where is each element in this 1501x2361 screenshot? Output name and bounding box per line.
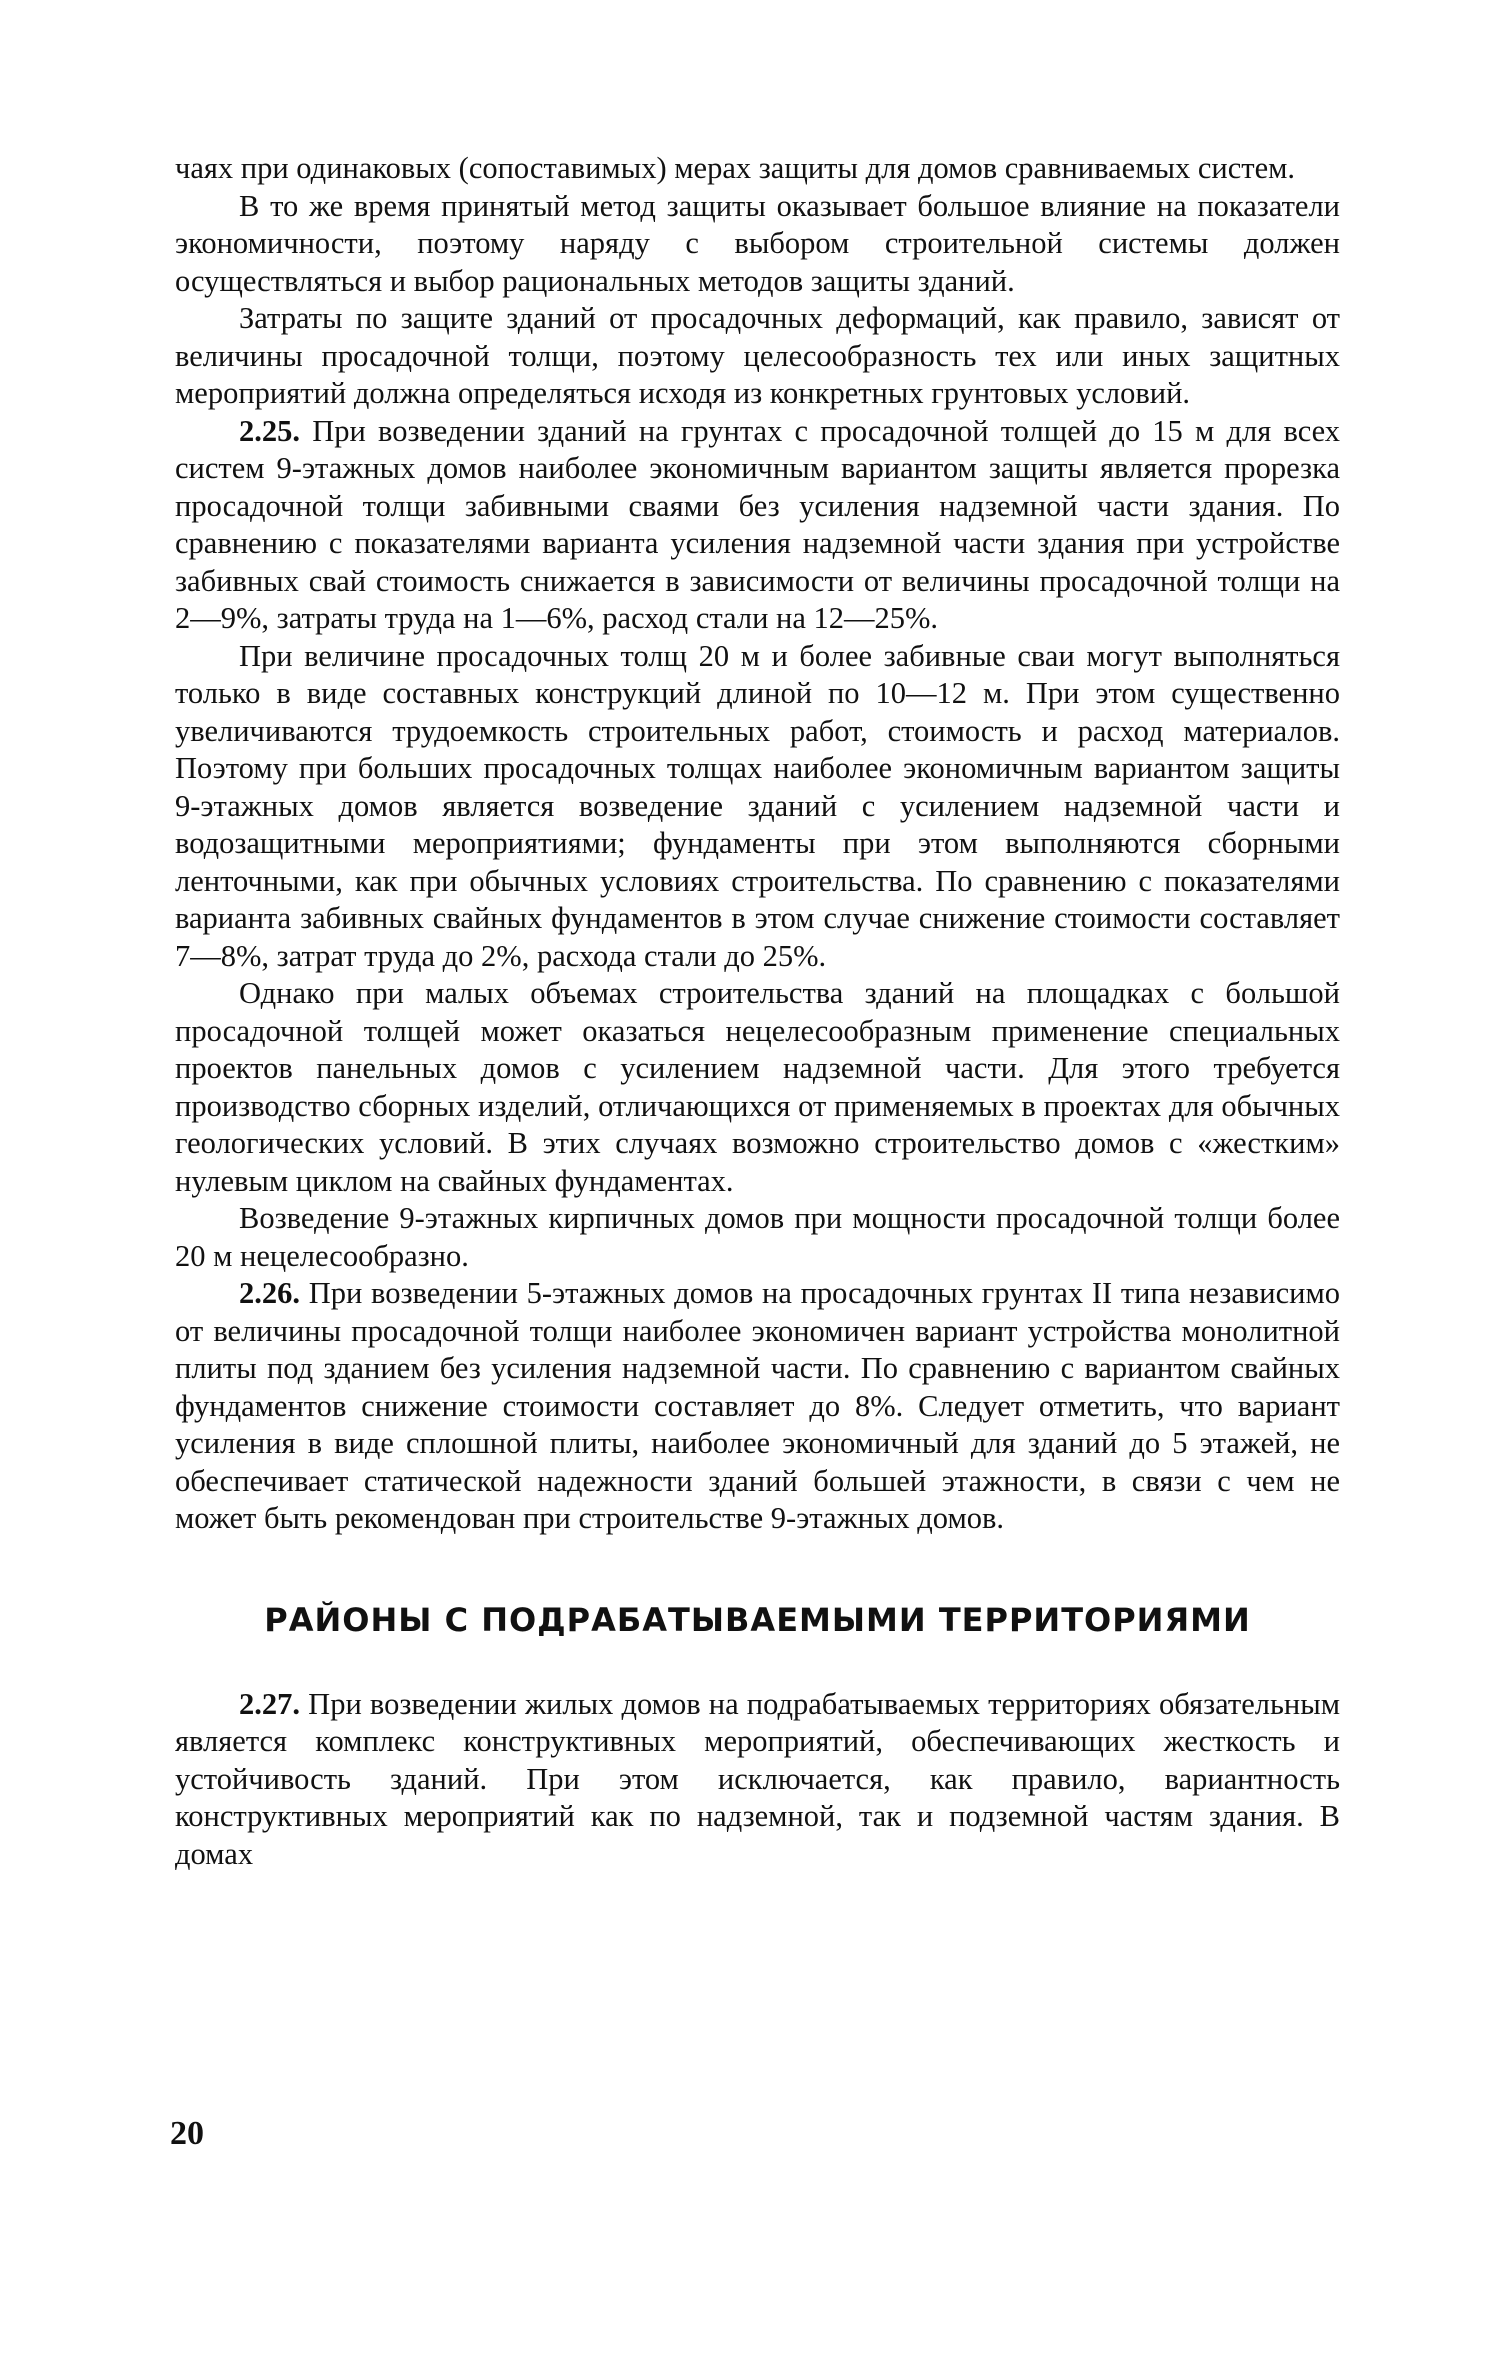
paragraph-continuation: чаях при одинаковых (сопоставимых) мерах защиты для домов сравниваемых систем. <box>175 151 1296 185</box>
page-number: 20 <box>170 2115 204 2152</box>
paragraph-2-25: 2.25. При возведении зданий на грунтах с просадочной толщей до 15 м для всех систем 9-этажных домов наиболее экономичным вариантом защиты является прорезка просадочной толщи забивными сваями без усиления надземной части здания. По сравнению с показателями варианта усиления надземной части здания при устройстве забивных свай стоимость снижается в зависимости от величины просадочной толщи на 2—9%, затраты труда на 1—6%, расход стали на 12—25%. <box>175 413 1340 635</box>
text-block-after-heading <box>175 1686 1340 1874</box>
page-body <box>175 150 1340 1873</box>
clause-number: 2.26. <box>239 1276 300 1310</box>
paragraph: Затраты по защите зданий от просадочных деформаций, как правило, зависят от величины просадочной толщи, поэтому целесообразность тех или иных защитных мероприятий должна определяться исходя из конкретных грунтовых условий. <box>175 301 1340 410</box>
section-heading: РАЙОНЫ С ПОДРАБАТЫВАЕМЫМИ ТЕРРИТОРИЯМИ <box>264 1600 1251 1639</box>
paragraph: При величине просадочных толщ 20 м и более забивные сваи могут выполняться только в виде составных конструкций длиной по 10—12 м. При этом существенно увеличиваются трудоемкость строительных работ, стоимость и расход материалов. Поэтому при больших просадочных толщах наиболее экономичным вариантом защиты 9-этажных домов является возведение зданий с усилением надземной части и водозащитными мероприятиями; фундаменты при этом выполняются сборными ленточными, как при обычных условиях строительства. По сравнению с показателями варианта забивных свайных фундаментов в этом случае снижение стоимости составляет 7—8%, затрат труда до 2%, расхода стали до 25%. <box>175 638 1340 973</box>
paragraph: Возведение 9-этажных кирпичных домов при мощности просадочной толщи более 20 м нецелесообразно. <box>175 1201 1340 1273</box>
clause-number: 2.27. <box>239 1686 300 1721</box>
paragraph-2-27: 2.27. При возведении жилых домов на подрабатываемых территориях обязательным является комплекс конструктивных мероприятий, обеспечивающих жесткость и устойчивость зданий. При этом исключается, как правило, вариантность конструктивных мероприятий как по надземной, так и подземной частям здания. В домах <box>175 1686 1340 1871</box>
paragraph-2-26: 2.26. При возведении 5-этажных домов на просадочных грунтах II типа независимо от величины просадочной толщи наиболее экономичен вариант устройства монолитной плиты под зданием без усиления надземной части. По сравнению с вариантом свайных фундаментов снижение стоимости составляет до 8%. Следует отметить, что вариант усиления в виде сплошной плиты, наиболее экономичный для зданий до 5 этажей, не обеспечивает статической надежности зданий большей этажности, в связи с чем не может быть рекомендован при строительстве 9-этажных домов. <box>175 1276 1341 1535</box>
paragraph: В то же время принятый метод защиты оказывает большое влияние на показатели экономичности, поэтому наряду с выбором строительной системы должен осуществляться и выбор рациональных методов защиты зданий. <box>175 188 1340 298</box>
clause-number: 2.25. <box>239 413 300 448</box>
paragraph: Однако при малых объемах строительства зданий на площадках с большой просадочной толщей может оказаться нецелесообразным применение специальных проектов панельных домов с усилением надземной части. Для этого требуется производство сборных изделий, отличающихся от применяемых в проектах для обычных геологических условий. В этих случаях возможно строительство домов с «жестким» нулевым циклом на свайных фундаментах. <box>175 976 1340 1198</box>
text-block-before-heading <box>175 150 1340 1538</box>
